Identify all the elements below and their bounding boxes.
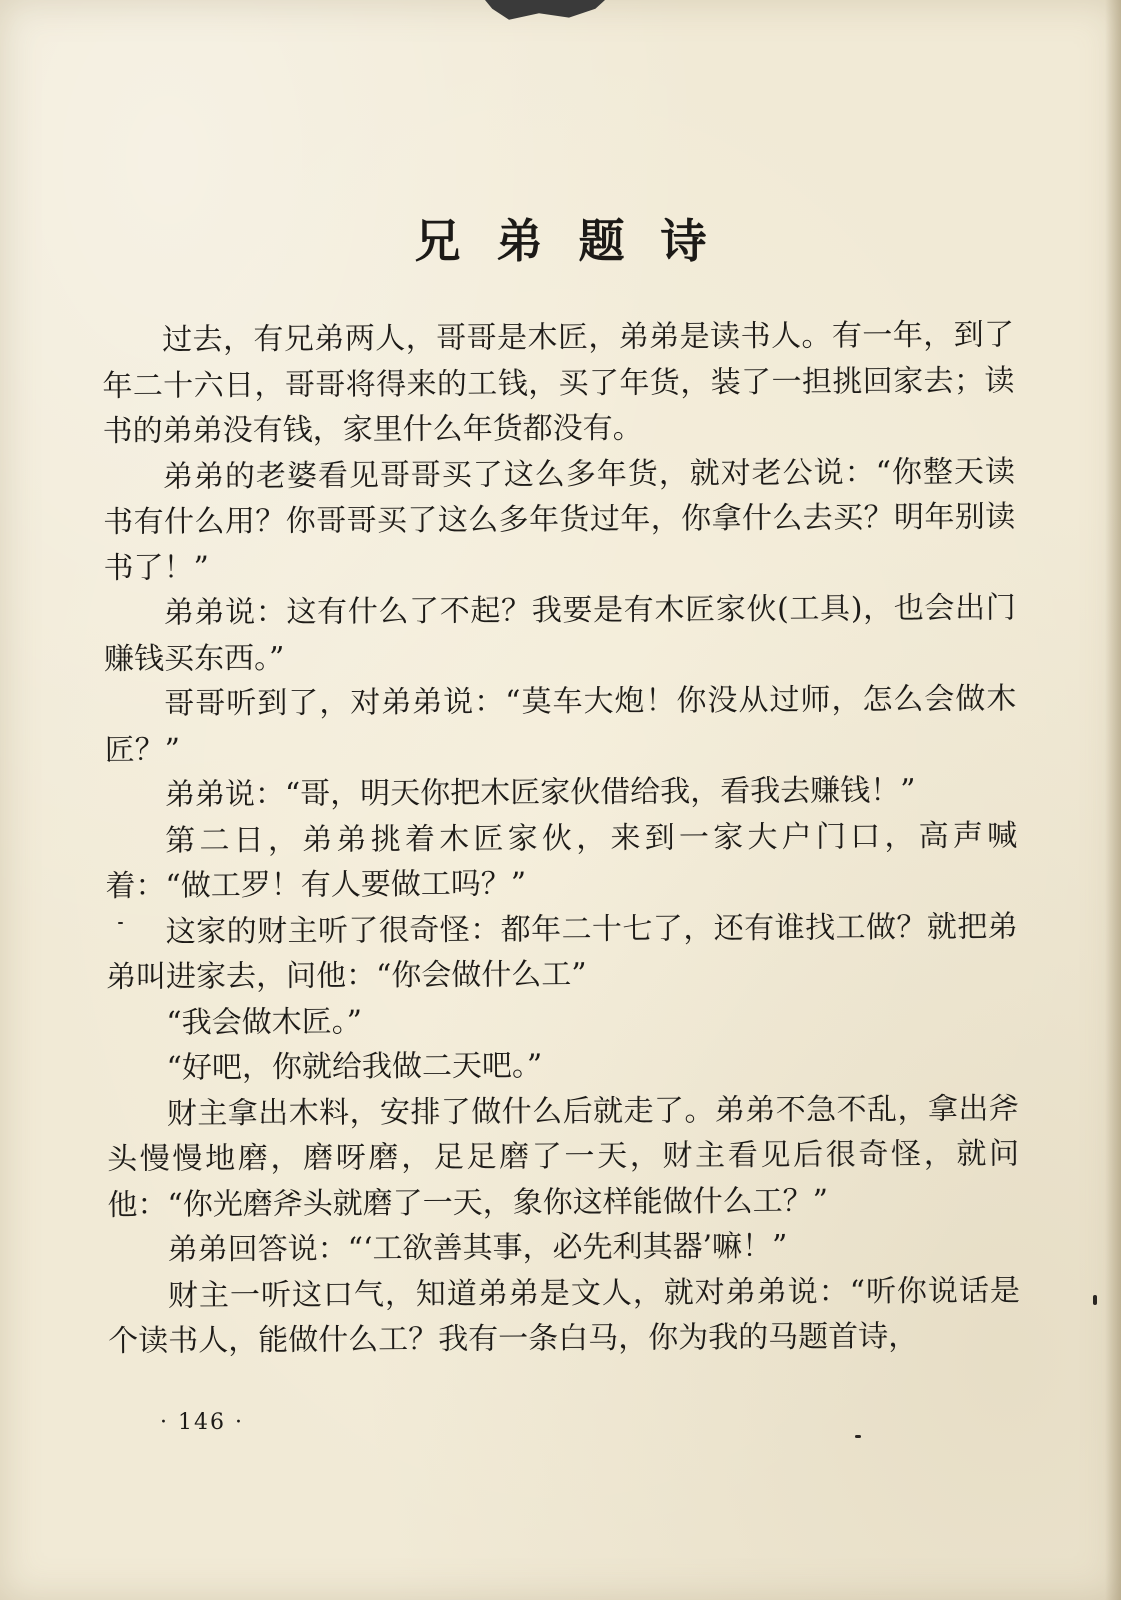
paragraph-4: 哥哥听到了，对弟弟说：“莫车大炮！你没从过师，怎么会做木匠？” — [104, 681, 1017, 768]
ink-speck — [118, 922, 123, 924]
ink-speck — [855, 1435, 861, 1438]
page-number: · 146 · — [160, 1410, 244, 1435]
paragraph-10: 财主拿出木料，安排了做什么后就走了。弟弟不急不乱，拿出斧头慢慢地磨，磨呀磨，足足磨了一天，财主看见后很奇怪，就问他：“你光磨斧头就磨了一天，象你这样能做什么工？” — [107, 1090, 1020, 1223]
story-body — [102, 312, 1020, 1364]
paragraph-5: 弟弟说：“哥，明天你把木匠家伙借给我，看我去赚钱！” — [164, 773, 916, 813]
paragraph-11: 弟弟回答说：“‘工欲善其事，必先利其器’嘛！” — [167, 1228, 788, 1268]
paragraph-6: 第二日，弟弟挑着木匠家伙，来到一家大户门口，高声喊着：“做工罗！有人要做工吗？” — [105, 817, 1018, 904]
paragraph-1: 过去，有兄弟两人，哥哥是木匠，弟弟是读书人。有一年，到了年二十六日，哥哥将得来的工钱，买了年货，装了一担挑回家去；读书的弟弟没有钱，家里什么年货都没有。 — [102, 317, 1015, 449]
ink-speck — [1093, 1295, 1097, 1305]
paragraph-7: 这家的财主听了很奇怪：都年二十七了，还有谁找工做？就把弟弟叫进家去，问他：“你会做什么工” — [105, 908, 1018, 995]
paragraph-12: 财主一听这口气，知道弟弟是文人，就对弟弟说：“听你说话是个读书人，能做什么工？我有一条白马，你为我的马题首诗， — [108, 1272, 1021, 1359]
paragraph-3: 弟弟说：这有什么了不起？我要是有木匠家伙(工具)，也会出门赚钱买东西。” — [103, 590, 1016, 677]
paragraph-9: “好吧，你就给我做二天吧。” — [166, 1048, 543, 1086]
paragraph-8: “我会做木匠。” — [166, 1003, 363, 1041]
torn-edge — [485, 0, 605, 22]
paragraph-2: 弟弟的老婆看见哥哥买了这么多年货，就对老公说：“你整天读书有什么用？你哥哥买了这么多年货过年，你拿什么去买？明年别读书了！” — [103, 453, 1016, 586]
story-title: 兄弟题诗 — [414, 214, 743, 268]
